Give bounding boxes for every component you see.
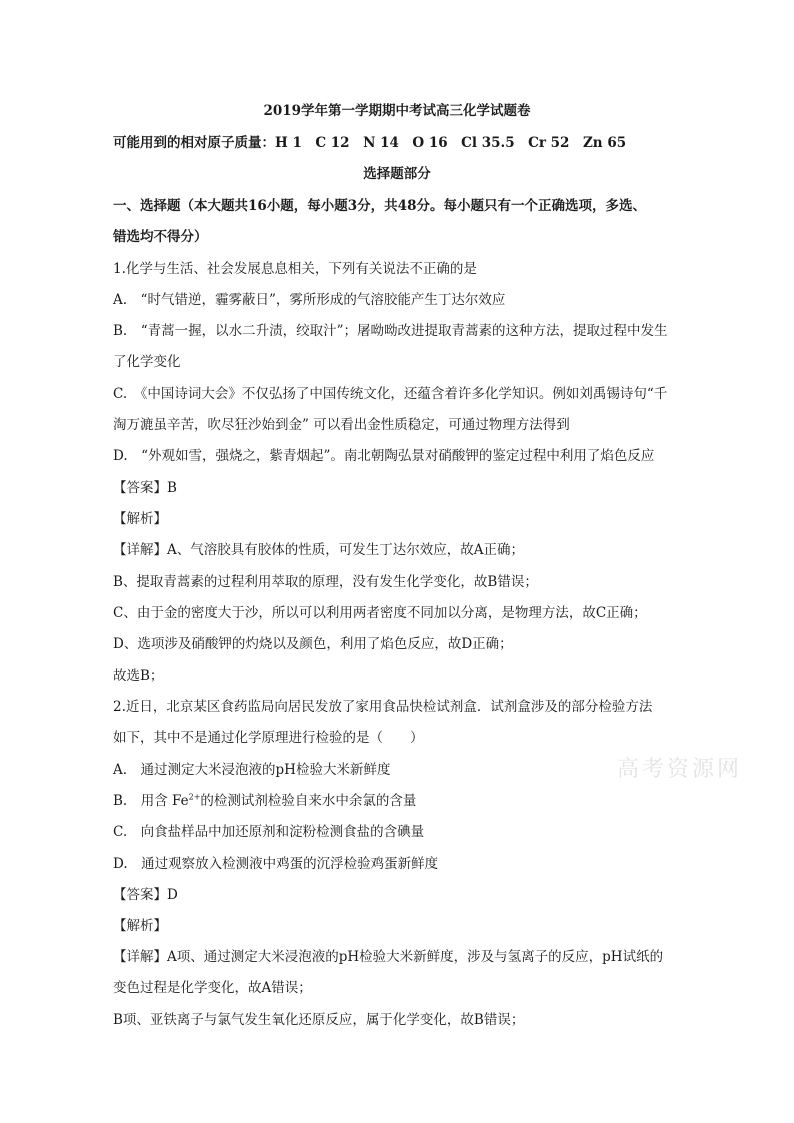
section-heading: 选择题部分 [363,166,431,182]
q2-analysis-heading: 【解析】 [113,918,167,934]
q2-option-b-prefix: B. 用含 Fe [113,793,189,809]
q1-stem: 1.化学与生活、社会发展息息相关，下列有关说法不正确的是 [113,261,477,277]
q2-option-d: D. 通过观察放入检测液中鸡蛋的沉浮检验鸡蛋新鲜度 [113,856,439,872]
q2-option-b-charge: 2+ [188,792,201,802]
q1-detail-4: D、选项涉及硝酸钾的灼烧以及颜色，利用了焰色反应，故D正确； [113,636,513,652]
q2-detail-2: 变色过程是化学变化，故A错误； [113,980,312,996]
q2-answer: 【答案】D [113,887,178,903]
q1-option-c-line-1: C. 《中国诗词大会》不仅弘扬了中国传统文化，还蕴含着许多化学知识。例如刘禹锡诗句“千 [113,386,668,402]
q1-answer: 【答案】B [113,480,177,496]
q2-option-b-suffix: 的检测试剂检验自来水中余氯的含量 [200,793,417,809]
q1-analysis-heading: 【解析】 [113,511,167,527]
q2-detail-1: 【详解】A项、通过测定大米浸泡液的pH检验大米新鲜度，涉及与氢离子的反应，pH试纸的 [113,949,664,965]
q1-option-a: A. “时气错逆，霾雾蔽日”，雾所形成的气溶胶能产生丁达尔效应 [113,292,506,308]
instructions-line-2: 错选均不得分） [113,229,208,245]
q1-option-b-line-2: 了化学变化 [113,354,181,370]
q2-option-c: C. 向食盐样品中加还原剂和淀粉检测食盐的含碘量 [113,824,425,840]
q1-detail-3: C、由于金的密度大于沙，所以可以利用两者密度不同加以分离，是物理方法，故C正确； [113,605,647,621]
watermark: 高考资源网 [617,757,743,782]
q1-detail-2: B、提取青蒿素的过程利用萃取的原理，没有发生化学变化，故B错误； [113,574,538,590]
q2-stem-line-2: 如下，其中不是通过化学原理进行检验的是（ ） [113,730,424,746]
q2-stem-line-1: 2.近日，北京某区食药监局向居民发放了家用食品快检试剂盒．试剂盒涉及的部分检验方法 [113,699,653,715]
q1-option-c-line-2: 淘万漉虽辛苦，吹尽狂沙始到金” 可以看出金性质稳定，可通过物理方法得到 [113,417,570,433]
instructions-line-1: 一、选择题（本大题共16小题，每小题3分，共48分。每小题只有一个正确选项，多选、 [113,198,646,214]
q1-option-d: D. “外观如雪，强烧之，紫青烟起”。南北朝陶弘景对硝酸钾的鉴定过程中利用了焰色反应 [113,448,655,464]
q2-option-b [113,791,693,811]
q2-detail-3: B项、亚铁离子与氯气发生氧化还原反应，属于化学变化，故B错误； [113,1012,525,1028]
q1-option-b-line-1: B. “青蒿一握，以水二升渍，绞取汁”；屠呦呦改进提取青蒿素的这种方法，提取过程中发生 [113,323,668,339]
page-title: 2019学年第一学期期中考试高三化学试题卷 [263,103,531,119]
q2-option-a: A. 通过测定大米浸泡液的pH检验大米新鲜度 [113,762,391,778]
q1-detail-1: 【详解】A、气溶胶具有胶体的性质，可发生丁达尔效应，故A正确； [113,542,524,558]
atomic-masses-line: 可能用到的相对原子质量：H 1 C 12 N 14 O 16 Cl 35.5 Cr 52 Zn 65 [113,135,627,151]
q1-conclusion: 故选B； [113,668,164,684]
